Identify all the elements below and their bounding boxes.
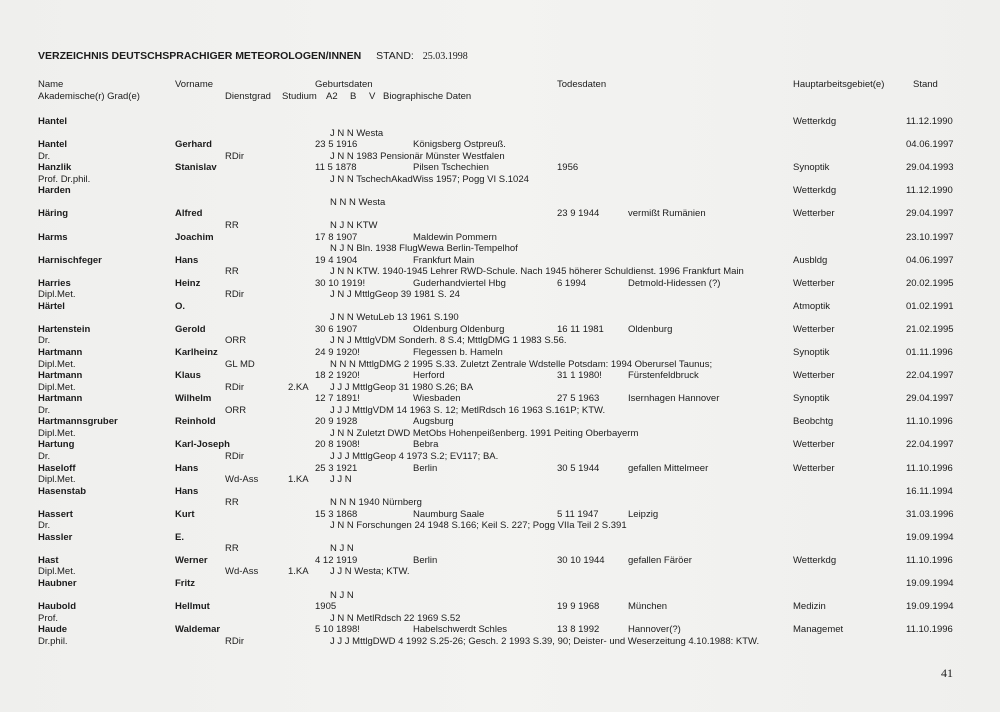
table-row (0, 220, 1000, 232)
birth-date: 25 3 1921 (315, 462, 358, 474)
table-row (0, 543, 1000, 555)
table-row (0, 578, 1000, 590)
entry-stand-date: 22.04.1997 (906, 439, 954, 451)
entry-stand-date: 19.09.1994 (906, 531, 954, 543)
biographical-data: J N N KTW. 1940-1945 Lehrer RWD-Schule. Nach 1945 höherer Schuldienst. 1996 Frankfurt Main (330, 266, 744, 278)
person-surname: Harden (38, 185, 71, 197)
col-header-field: Hauptarbeitsgebiet(e) (793, 79, 885, 90)
stand-label: STAND: (376, 50, 414, 62)
birth-date: 30 10 1919! (315, 277, 366, 289)
entry-stand-date: 11.10.1996 (906, 624, 953, 636)
death-date: 23 9 1944 (557, 208, 600, 220)
col-header-rank: Dienstgrad (225, 91, 271, 102)
academic-degree: Prof. (38, 612, 59, 624)
table-row (0, 116, 1000, 128)
work-field: Medizin (793, 601, 826, 613)
col-header-stand: Stand (913, 79, 938, 90)
academic-degree: Dr. (38, 520, 51, 532)
work-field: Managemet (793, 624, 844, 636)
person-given-name: O. (175, 300, 186, 312)
work-field: Wetterkdg (793, 185, 837, 197)
person-surname: Hasenstab (38, 485, 87, 497)
birth-place: Berlin (413, 462, 438, 474)
biographical-data: J J J MttlgGeop 31 1980 S.26; BA (330, 381, 474, 393)
table-row (0, 174, 1000, 186)
birth-date: 4 12 1919 (315, 554, 358, 566)
table-row (0, 405, 1000, 417)
death-date: 19 9 1968 (557, 601, 600, 613)
biographical-data: J N N Zuletzt DWD MetObs Hohenpeißenberg. 1991 Peiting Oberbayerm (330, 427, 639, 439)
death-date: 31 1 1980! (557, 370, 602, 382)
entry-stand-date: 01.02.1991 (906, 300, 954, 312)
academic-degree: Dr. (38, 150, 51, 162)
biographical-data: N J N Bln. 1938 FlugWewa Berlin-Tempelhof (330, 243, 518, 255)
service-rank: RR (225, 543, 239, 555)
academic-degree: Dr.phil. (38, 635, 68, 647)
death-date: 30 10 1944 (557, 554, 605, 566)
person-surname: Hantel (38, 139, 68, 151)
biographical-data: N N N Westa (330, 196, 386, 208)
person-given-name: Wilhelm (175, 393, 212, 405)
birth-place: Guderhandviertel Hbg (413, 277, 506, 289)
death-place: Leipzig (628, 508, 659, 520)
service-rank: ORR (225, 335, 247, 347)
study-code: 1.KA (288, 474, 309, 486)
biographical-data: J N J MttlgGeop 39 1981 S. 24 (330, 289, 460, 301)
table-row (0, 359, 1000, 371)
academic-degree: Dr. (38, 404, 51, 416)
work-field: Wetterber (793, 439, 835, 451)
biographical-data: N J N KTW (330, 219, 378, 231)
entry-stand-date: 11.10.1996 (906, 554, 953, 566)
table-row (0, 624, 1000, 636)
work-field: Synoptik (793, 162, 830, 174)
person-given-name: Karl-Joseph (175, 439, 230, 451)
entry-stand-date: 21.02.1995 (906, 323, 954, 335)
entry-stand-date: 11.12.1990 (906, 185, 953, 197)
person-surname: Hassler (38, 531, 73, 543)
biographical-data: J J J MttlgDWD 4 1992 S.25-26; Gesch. 2 1993 S.39, 90; Deister- und Weserzeitung 4.10.1988: KTW. (330, 635, 760, 647)
work-field: Wetterber (793, 277, 835, 289)
table-row (0, 601, 1000, 613)
person-surname: Hantel (38, 116, 68, 127)
person-given-name: E. (175, 531, 184, 543)
birth-date: 19 4 1904 (315, 254, 358, 266)
person-given-name: Reinhold (175, 416, 216, 428)
table-row (0, 555, 1000, 567)
person-surname: Harnischfeger (38, 254, 102, 266)
table-row (0, 289, 1000, 301)
table-row (0, 347, 1000, 359)
entry-stand-date: 20.02.1995 (906, 277, 954, 289)
birth-place: Habelschwerdt Schles (413, 624, 507, 636)
table-row (0, 497, 1000, 509)
biographical-data: N N N 1940 Nürnberg (330, 497, 422, 509)
person-surname: Hartmannsgruber (38, 416, 118, 428)
study-code: 1.KA (288, 566, 309, 578)
death-place: Hannover(?) (628, 624, 681, 636)
biographical-data: J N J MttlgVDM Sonderh. 8 S.4; MttlgDMG 1 1983 S.56. (330, 335, 567, 347)
person-surname: Haubold (38, 601, 76, 613)
service-rank: RR (225, 219, 239, 231)
academic-degree: Prof. Dr.phil. (38, 173, 91, 185)
death-place: Detmold-Hidessen (?) (628, 277, 721, 289)
entry-stand-date: 11.12.1990 (906, 116, 953, 127)
entry-stand-date: 04.06.1997 (906, 139, 954, 151)
entry-stand-date: 16.11.1994 (906, 485, 953, 497)
col-header-a2: A2 (326, 91, 338, 102)
person-given-name: Joachim (175, 231, 214, 243)
table-row (0, 151, 1000, 163)
person-given-name: Alfred (175, 208, 203, 220)
biographical-data: J N N Forschungen 24 1948 S.166; Keil S. 227; Pogg VIIa Teil 2 S.391 (330, 520, 627, 532)
birth-date: 5 10 1898! (315, 624, 360, 636)
person-given-name: Karlheinz (175, 347, 218, 358)
person-given-name: Waldemar (175, 624, 221, 636)
entry-stand-date: 31.03.1996 (906, 508, 954, 520)
entry-stand-date: 01.11.1996 (906, 347, 953, 358)
person-surname: Härtel (38, 300, 65, 312)
person-surname: Hartung (38, 439, 75, 451)
table-row (0, 208, 1000, 220)
academic-degree: Dipl.Met. (38, 474, 76, 486)
table-row (0, 139, 1000, 151)
work-field: Synoptik (793, 393, 830, 405)
birth-place: Herford (413, 370, 445, 382)
work-field: Wetterkdg (793, 116, 837, 127)
table-row (0, 301, 1000, 313)
service-rank: RDir (225, 381, 244, 393)
death-date: 13 8 1992 (557, 624, 600, 636)
death-place: Fürstenfeldbruck (628, 370, 699, 382)
person-surname: Hassert (38, 508, 73, 520)
table-row (0, 613, 1000, 625)
person-surname: Hartmann (38, 370, 83, 382)
academic-degree: Dr. (38, 335, 51, 347)
death-place: gefallen Mittelmeer (628, 462, 709, 474)
service-rank: RR (225, 497, 239, 509)
academic-degree: Dipl.Met. (38, 566, 76, 578)
table-row (0, 278, 1000, 290)
entry-stand-date: 29.04.1993 (906, 162, 954, 174)
person-surname: Haude (38, 624, 68, 636)
table-row (0, 393, 1000, 405)
academic-degree: Dr. (38, 450, 51, 462)
person-surname: Häring (38, 208, 69, 220)
death-date: 16 11 1981 (557, 323, 604, 335)
birth-place: Berlin (413, 554, 438, 566)
death-place: München (628, 601, 668, 613)
table-row (0, 128, 1000, 140)
work-field: Wetterber (793, 208, 835, 220)
entry-stand-date: 04.06.1997 (906, 254, 954, 266)
table-row (0, 162, 1000, 174)
col-header-degree: Akademische(r) Grad(e) (38, 91, 140, 102)
person-given-name: Gerold (175, 323, 206, 335)
academic-degree: Dipl.Met. (38, 427, 76, 439)
person-surname: Hartenstein (38, 323, 91, 335)
table-row (0, 439, 1000, 451)
col-header-birth: Geburtsdaten (315, 79, 373, 90)
biographical-data: J N N Westa (330, 127, 384, 139)
birth-date: 18 2 1920! (315, 370, 360, 382)
table-row (0, 243, 1000, 255)
table-row (0, 255, 1000, 267)
birth-date: 24 9 1920! (315, 347, 360, 358)
person-given-name: Stanislav (175, 162, 217, 174)
table-row (0, 370, 1000, 382)
birth-date: 20 9 1928 (315, 416, 358, 428)
birth-place: Maldewin Pommern (413, 231, 497, 243)
biographical-data: J N N WetuLeb 13 1961 S.190 (330, 312, 459, 324)
death-date: 6 1994 (557, 277, 587, 289)
person-given-name: Gerhard (175, 139, 212, 151)
work-field: Atmoptik (793, 300, 830, 312)
stand-date: 25.03.1998 (422, 51, 468, 62)
entry-stand-date: 29.04.1997 (906, 393, 954, 405)
biographical-data: J J J MttlgVDM 14 1963 S. 12; MetlRdsch 16 1963 S.161P; KTW. (330, 404, 606, 416)
work-field: Beobchtg (793, 416, 834, 428)
birth-date: 30 6 1907 (315, 323, 358, 335)
table-row (0, 324, 1000, 336)
birth-place: Königsberg Ostpreuß. (413, 139, 506, 151)
col-header-study: Studium (282, 91, 317, 102)
birth-place: Bebra (413, 439, 439, 451)
table-row (0, 463, 1000, 475)
person-given-name: Hans (175, 254, 199, 266)
table-row (0, 590, 1000, 602)
biographical-data: J J N (330, 474, 352, 486)
birth-date: 17 8 1907 (315, 231, 358, 243)
work-field: Wetterber (793, 462, 835, 474)
work-field: Ausbldg (793, 254, 828, 266)
service-rank: RDir (225, 635, 244, 647)
death-date: 1956 (557, 162, 579, 174)
service-rank: RDir (225, 150, 244, 162)
table-row (0, 232, 1000, 244)
table-row (0, 382, 1000, 394)
death-place: Isernhagen Hannover (628, 393, 720, 405)
entry-stand-date: 29.04.1997 (906, 208, 954, 220)
col-header-name: Name (38, 79, 64, 90)
person-given-name: Fritz (175, 578, 196, 589)
birth-place: Naumburg Saale (413, 508, 485, 520)
table-row (0, 451, 1000, 463)
person-given-name: Hellmut (175, 601, 210, 613)
table-row (0, 197, 1000, 209)
person-given-name: Hans (175, 485, 199, 497)
death-date: 30 5 1944 (557, 462, 600, 474)
service-rank: Wd-Ass (225, 566, 259, 578)
person-surname: Harries (38, 277, 71, 289)
person-given-name: Kurt (175, 508, 195, 520)
academic-degree: Dipl.Met. (38, 358, 76, 370)
biographical-data: N J N (330, 589, 354, 601)
entry-stand-date: 11.10.1996 (906, 462, 953, 474)
col-header-bio: Biographische Daten (383, 91, 472, 102)
service-rank: RR (225, 266, 239, 278)
page-number: 41 (941, 666, 953, 680)
birth-place: Oldenburg Oldenburg (413, 323, 505, 335)
col-header-death: Todesdaten (557, 79, 607, 90)
person-given-name: Werner (175, 554, 208, 566)
death-place: Oldenburg (628, 323, 673, 335)
table-row (0, 428, 1000, 440)
document-title (38, 50, 468, 62)
person-given-name: Klaus (175, 370, 201, 382)
person-surname: Harms (38, 231, 68, 243)
person-surname: Hartmann (38, 347, 83, 358)
birth-date: 1905 (315, 601, 337, 613)
person-surname: Hast (38, 554, 59, 566)
birth-place: Flegessen b. Hameln (413, 347, 503, 358)
table-row (0, 474, 1000, 486)
person-surname: Haubner (38, 578, 77, 589)
table-row (0, 532, 1000, 544)
table-row (0, 566, 1000, 578)
entry-stand-date: 11.10.1996 (906, 416, 953, 428)
table-row (0, 312, 1000, 324)
birth-place: Augsburg (413, 416, 454, 428)
table-row (0, 636, 1000, 648)
service-rank: ORR (225, 404, 247, 416)
birth-date: 15 3 1868 (315, 508, 358, 520)
table-row (0, 185, 1000, 197)
person-surname: Hanzlik (38, 162, 72, 174)
entry-stand-date: 22.04.1997 (906, 370, 954, 382)
biographical-data: N J N (330, 543, 354, 555)
work-field: Wetterkdg (793, 554, 837, 566)
table-row (0, 509, 1000, 521)
biographical-data: J N N TschechAkadWiss 1957; Pogg VI S.1024 (330, 173, 529, 185)
service-rank: Wd-Ass (225, 474, 259, 486)
biographical-data: J N N MetlRdsch 22 1969 S.52 (330, 612, 461, 624)
birth-place: Wiesbaden (413, 393, 461, 405)
col-header-v: V (369, 91, 376, 102)
birth-place: Pilsen Tschechien (413, 162, 489, 174)
table-row (0, 266, 1000, 278)
birth-date: 11 5 1878 (315, 162, 357, 174)
work-field: Wetterber (793, 323, 835, 335)
biographical-data: J J J MttlgGeop 4 1973 S.2; EV117; BA. (330, 450, 499, 462)
death-place: vermißt Rumänien (628, 208, 706, 220)
birth-date: 23 5 1916 (315, 139, 358, 151)
academic-degree: Dipl.Met. (38, 289, 76, 301)
service-rank: GL MD (225, 358, 255, 370)
person-given-name: Hans (175, 462, 199, 474)
biographical-data: J J N Westa; KTW. (330, 566, 410, 578)
title-text: VERZEICHNIS DEUTSCHSPRACHIGER METEOROLOGEN/INNEN (38, 50, 362, 62)
person-surname: Haseloff (38, 462, 76, 474)
biographical-data: J N N 1983 Pensionär Münster Westfalen (330, 150, 505, 162)
table-row (0, 335, 1000, 347)
birth-date: 12 7 1891! (315, 393, 360, 405)
work-field: Synoptik (793, 347, 830, 358)
death-date: 5 11 1947 (557, 508, 599, 520)
table-row (0, 416, 1000, 428)
study-code: 2.KA (288, 381, 309, 393)
biographical-data: N N N MttlgDMG 2 1995 S.33. Zuletzt Zentrale Wdstelle Potsdam: 1994 Oberursel Taunus; (330, 358, 713, 370)
service-rank: RDir (225, 289, 244, 301)
col-header-given: Vorname (175, 79, 214, 90)
death-place: gefallen Färöer (628, 554, 692, 566)
death-date: 27 5 1963 (557, 393, 600, 405)
col-header-b: B (350, 91, 357, 102)
service-rank: RDir (225, 450, 244, 462)
birth-date: 20 8 1908! (315, 439, 360, 451)
entry-stand-date: 23.10.1997 (906, 231, 954, 243)
entry-stand-date: 19.09.1994 (906, 601, 954, 613)
work-field: Wetterber (793, 370, 835, 382)
birth-place: Frankfurt Main (413, 254, 475, 266)
person-surname: Hartmann (38, 393, 83, 405)
entry-stand-date: 19.09.1994 (906, 578, 954, 589)
academic-degree: Dipl.Met. (38, 381, 76, 393)
person-given-name: Heinz (175, 277, 201, 289)
table-row (0, 520, 1000, 532)
table-row (0, 486, 1000, 498)
